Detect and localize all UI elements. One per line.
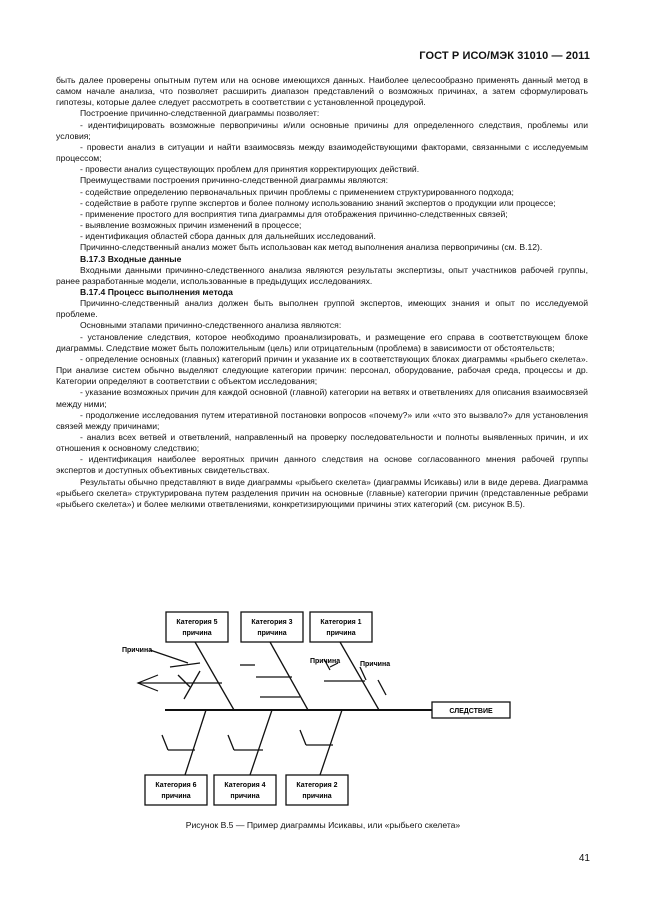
rib-bottom-2 xyxy=(320,710,342,775)
category-1-label: Категория 1 xyxy=(320,619,362,626)
figure-caption: Рисунок В.5 — Пример диаграммы Исикавы, или «рыбьего скелета» xyxy=(185,820,461,830)
list-item: - идентификация областей сбора данных для дальнейших исследований. xyxy=(80,231,376,242)
category-1-sublabel: причина xyxy=(326,630,356,637)
rib-top-1 xyxy=(340,642,379,710)
effect-label: СЛЕДСТВИЕ xyxy=(449,708,493,715)
category-6-label: Категория 6 xyxy=(155,782,197,789)
cause-label-left: Причина xyxy=(122,647,153,654)
list-item: - провести анализ в ситуации и найти взаимосвязь между взаимодействующими факторами, связанными с исследуемым процессом; xyxy=(56,141,588,164)
category-5-box xyxy=(166,612,228,642)
rib-bottom-6 xyxy=(185,710,206,775)
section-heading: В.17.3 Входные данные xyxy=(80,253,182,264)
fishbone-diagram xyxy=(110,605,530,810)
cause-label-mid: Причина xyxy=(310,658,341,665)
list-item: - продолжение исследования путем итеративной постановки вопросов «почему?» или «что это вызвало?» для установления связей между причинами; xyxy=(56,409,588,431)
document-header: ГОСТ Р ИСО/МЭК 31010 — 2011 xyxy=(419,50,590,62)
list-item: - указание возможных причин для каждой основной (главной) категории на ветвях и ответвлениях для описания взаимосвязей между ними; xyxy=(56,387,588,409)
paragraph: быть далее проверены опытным путем или на основе имеющихся данных. Наиболее целесообразно применять данный метод в самом начале анализа, что позволяет расширить диапазон представлений о возможных причинах, а затем сформулировать гипотезы, которые далее следует рассмотреть в соответствии с установленной процедурой. xyxy=(56,75,588,108)
category-4-label: Категория 4 xyxy=(224,782,266,789)
list-item: - содействие в работе группе экспертов и более полному использованию знаний экспертов о продукции или процессе; xyxy=(80,197,556,208)
section-heading: В.17.4 Процесс выполнения метода xyxy=(80,286,233,297)
paragraph: Построение причинно-следственной диаграммы позволяет: xyxy=(80,108,320,119)
paragraph: Основными этапами причинно-следственного анализа являются: xyxy=(80,320,342,331)
category-1-box xyxy=(310,612,372,642)
category-6-sublabel: причина xyxy=(161,793,191,800)
category-5-label: Категория 5 xyxy=(176,619,218,626)
category-3-sublabel: причина xyxy=(257,630,287,637)
category-6-box xyxy=(145,775,207,805)
list-item: - провести анализ существующих проблем для принятия корректирующих действий. xyxy=(80,164,420,175)
paragraph: Причинно-следственный анализ должен быть выполнен группой экспертов, имеющих знания и опыт по исследуемой проблеме. xyxy=(56,298,588,320)
category-2-sublabel: причина xyxy=(302,793,332,800)
rib-top-3 xyxy=(270,642,308,710)
sub-branch xyxy=(378,680,386,695)
sub-branch xyxy=(178,675,190,687)
pointer-line xyxy=(150,650,188,663)
sub-branch xyxy=(162,735,168,750)
category-5-sublabel: причина xyxy=(182,630,212,637)
list-item: - определение основных (главных) категорий причин и указание их в соответствующих блоках диаграммы «рыбьего скелета». При анализе систем обычно выделяют следующие категории причин: персонал, оборудование, рабочая среда, процессы и др. Категории определяют в соответствии с объектом исследования; xyxy=(56,353,588,387)
sub-branch xyxy=(300,730,306,745)
rib-top-5 xyxy=(195,642,234,710)
category-2-label: Категория 2 xyxy=(296,782,338,789)
category-2-box xyxy=(286,775,348,805)
category-4-sublabel: причина xyxy=(230,793,260,800)
paragraph: Результаты обычно представляют в виде диаграммы «рыбьего скелета» (диаграммы Исикавы) или в виде дерева. Диаграмма «рыбьего скелета» структурирована путем разделения причин на основные (главные) категории причин (представленные ребрами «рыбьего скелета») и более мелкими ответвлениями, конкретизирующими причины этих категорий (см. рисунок В.5). xyxy=(56,476,588,509)
sub-branch xyxy=(228,735,234,750)
list-item: - установление следствия, которое необходимо проанализировать, и размещение его справа в соответствующем блоке диаграммы. Следствие может быть положительным (цель) или отрицательным (проблема) в зависимости от обстоятельств; xyxy=(56,331,588,353)
list-item: - выявление возможных причин изменений в процессе; xyxy=(80,220,302,231)
list-item: - идентифицировать возможные первопричины и/или основные причины для определенного следствия, проблемы или условия; xyxy=(56,119,588,141)
sub-branch xyxy=(184,671,200,699)
body-text xyxy=(56,75,588,510)
cause-label-right: Причина xyxy=(360,661,391,668)
paragraph: Входными данными причинно-следственного анализа являются результаты экспертизы, опыт участников рабочей группы, ранее разработанные модели, использованные в предыдущих исследованиях. xyxy=(56,264,588,286)
page-number: 41 xyxy=(578,853,590,864)
category-3-box xyxy=(241,612,303,642)
rib-bottom-4 xyxy=(250,710,272,775)
list-item: - применение простого для восприятия типа диаграммы для отображения причинно-следственных связей; xyxy=(80,208,508,219)
paragraph: Преимуществами построения причинно-следственной диаграммы являются: xyxy=(80,175,389,186)
category-4-box xyxy=(214,775,276,805)
list-item: - анализ всех ветвей и ответвлений, направленный на проверку последовательности и полноты выявленных причин, и их отношения к основному следствию; xyxy=(56,432,588,454)
category-3-label: Категория 3 xyxy=(251,619,293,626)
paragraph: Причинно-следственный анализ может быть использован как метод выполнения анализа первопричины (см. В.12). xyxy=(80,242,543,253)
list-item: - содействие определению первоначальных причин проблемы с применением структурированного подхода; xyxy=(80,186,514,197)
sub-branch xyxy=(170,663,200,667)
list-item: - идентификация наиболее вероятных причин данного следствия на основе согласованного мнения рабочей группы экспертов и доступных объективных свидетельствах. xyxy=(56,454,588,476)
